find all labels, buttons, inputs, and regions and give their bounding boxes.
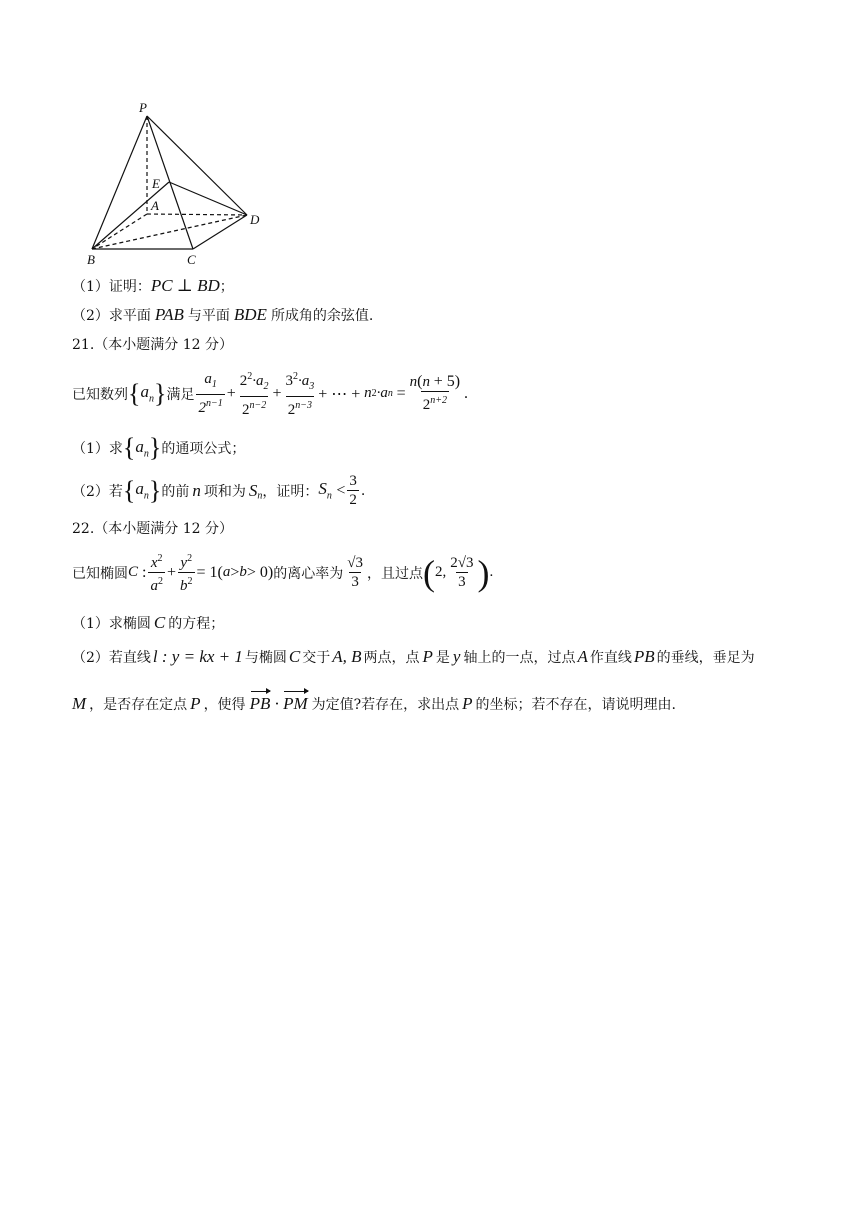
- q20-p1-math: PC ⊥ BD: [150, 276, 220, 295]
- q22-part1: （1）求椭圆 C 的方程；: [72, 613, 225, 632]
- q21-equation: $\frac{a_1}{2^{n-1}}$ + $\frac{2^2\cdot a_2}{2^{n-2}}$ + $\frac{3^2\cdot a_3}{2^{n-3}}$ + ⋯ + n 2 ·a n = $\frac{n(n + 5)}{2^{n+2}}$ .: [198, 371, 469, 418]
- q22-header: 22.（本小题满分 12 分）: [72, 521, 233, 537]
- q21-part2: （2）若 { $a_n$ } 的前 n 项和为 S $_n$ ，证明： $S_n$ < $\frac{3}{2}$ .: [72, 473, 366, 508]
- edge-EB: [92, 182, 169, 249]
- edge-PB: [92, 116, 147, 249]
- label-P: P: [139, 100, 147, 115]
- q22-intro: 已知椭圆 C : $\frac{x^2}{a^2}$ + $\frac{y^2}{b^2}$ = 1( a > b > 0) 的离心率为 $\frac{√3}{3}$ ，且过点 ( 2, $\frac{2√3}{3}$ ) .: [72, 550, 493, 595]
- label-C: C: [187, 252, 196, 267]
- edge-PD: [147, 116, 247, 215]
- q21-part1: （1）求 { $a_n$ } 的通项公式；: [72, 433, 246, 462]
- edge-AB: [92, 214, 147, 249]
- q20-part1: （1）证明： PC ⊥ BD ；: [72, 276, 234, 295]
- edge-CD: [193, 215, 247, 249]
- q22-part2-cont: M ，是否存在定点 P ，使得 PB · PM 为定值?若存在，求出点 P 的坐标；若不存在，请说明理由.: [72, 694, 676, 713]
- label-A: A: [151, 198, 159, 213]
- q20-part2: （2）求平面 PAB 与平面 BDE 所成角的余弦值.: [72, 305, 374, 324]
- label-D: D: [250, 212, 260, 227]
- pyramid-figure: [80, 96, 270, 268]
- edge-BD: [92, 215, 247, 249]
- edge-ED: [169, 182, 247, 215]
- q22-ellipse-eq: C : $\frac{x^2}{a^2}$ + $\frac{y^2}{b^2}$ = 1( a > b > 0): [128, 553, 274, 594]
- q21-header: 21.（本小题满分 12 分）: [72, 337, 233, 353]
- edge-AD: [147, 214, 247, 215]
- label-E: E: [152, 176, 160, 191]
- q21-intro: 已知数列 { $a_n$ } 满足 $\frac{a_1}{2^{n-1}}$ + $\frac{2^2\cdot a_2}{2^{n-2}}$ + $\frac{3^2\cdot a_3}{2^{n-3}}$ + ⋯ + n 2 ·a n = $\frac{n(n + 5)}{2^{n+2}}$ .: [72, 368, 468, 419]
- label-B: B: [87, 252, 95, 267]
- q22-part2: （2）若直线 l : y = kx + 1 与椭圆 C 交于 A, B 两点，点 P 是 y 轴上的一点，过点 A 作直线 PB 的垂线，垂足为: [72, 647, 755, 666]
- dot-product: PB · PM: [249, 694, 308, 713]
